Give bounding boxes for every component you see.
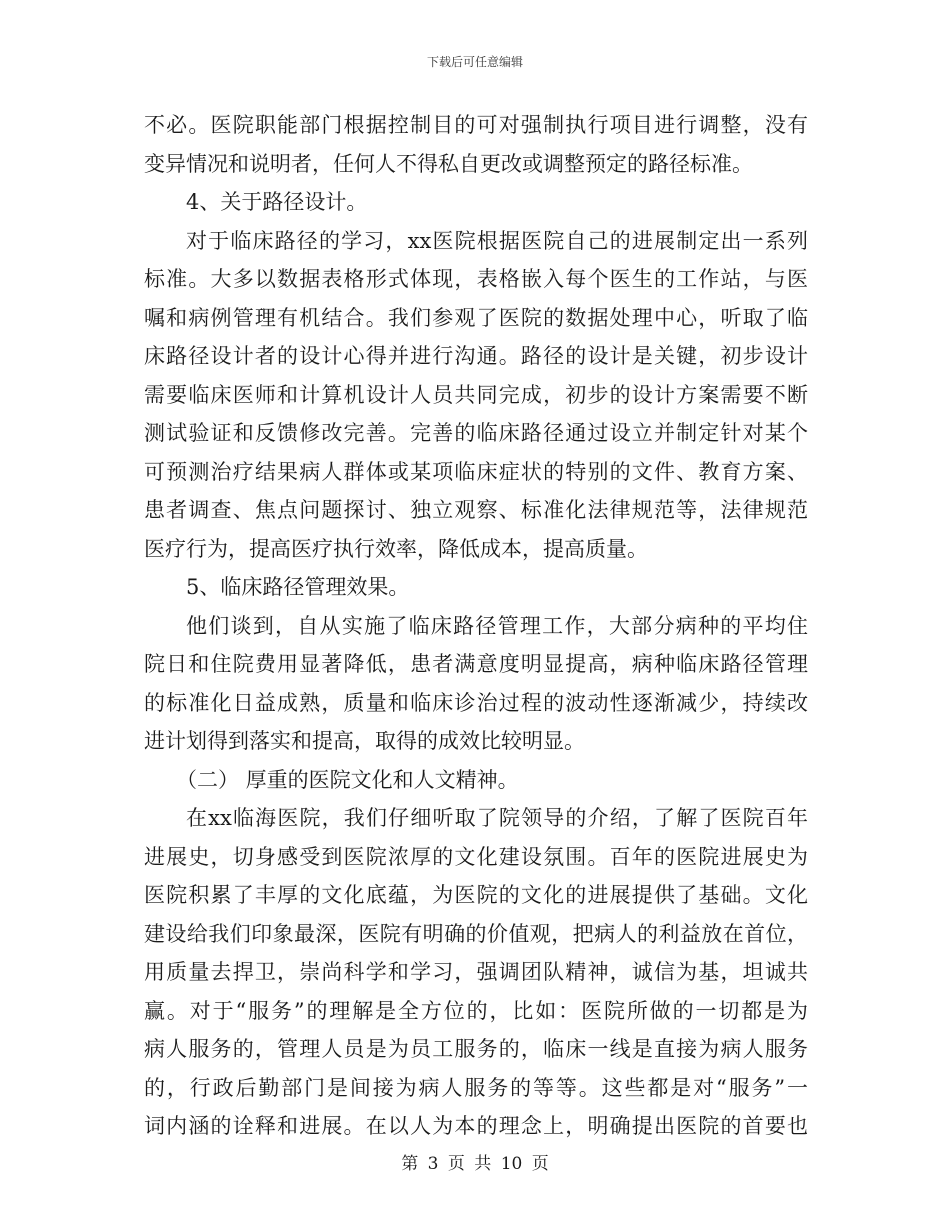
- body-line: 院日和住院费用显著降低，患者满意度明显提高，病种临床路径管理: [144, 652, 808, 676]
- paragraph-first-line: 对于临床路径的学习，xx医院根据医院自己的进展制定出一系列: [186, 228, 808, 253]
- body-line: 医院积累了丰厚的文化底蕴，为医院的文化的进展提供了基础。文化: [144, 883, 808, 907]
- body-line: 变异情况和说明者，任何人不得私自更改或调整预定的路径标准。: [144, 151, 753, 176]
- page-footer: [0, 1153, 950, 1175]
- document-body: [144, 106, 808, 1146]
- body-line: 病人服务的，管理人员是为员工服务的，临床一线是直接为病人服务: [144, 1037, 808, 1061]
- body-line: 标准。大多以数据表格形式体现，表格嵌入每个医生的工作站，与医: [144, 267, 808, 291]
- subsection-heading: （二） 厚重的医院文化和人文精神。: [176, 767, 519, 792]
- body-line: 测试验证和反馈修改完善。完善的临床路径通过设立并制定针对某个: [144, 421, 808, 445]
- page-header: [0, 54, 950, 70]
- body-line: 医疗行为，提高医疗执行效率，降低成本，提高质量。: [144, 536, 648, 561]
- body-line: 进展史，切身感受到医院浓厚的文化建设氛围。百年的医院进展史为: [144, 844, 808, 869]
- header-text: 下载后可任意编辑: [426, 55, 523, 69]
- body-line: 建设给我们印象最深，医院有明确的价值观，把病人的利益放在首位，: [144, 921, 808, 946]
- body-line: 赢。对于“服务”的理解是全方位的，比如：医院所做的一切都是为: [144, 998, 808, 1023]
- body-line: 床路径设计者的设计心得并进行沟通。路径的设计是关键，初步设计: [144, 344, 808, 368]
- page-number-label: 第 3 页 共 10 页: [401, 1154, 549, 1174]
- paragraph-first-line: 他们谈到，自从实施了临床路径管理工作，大部分病种的平均住: [186, 613, 808, 638]
- body-line: 不必。医院职能部门根据控制目的可对强制执行项目进行调整，没有: [144, 113, 808, 137]
- body-line: 进计划得到落实和提高，取得的成效比较明显。: [144, 729, 585, 753]
- section-heading: 4、关于路径设计。: [186, 190, 368, 214]
- section-heading: 5、临床路径管理效果。: [186, 575, 410, 599]
- body-line: 嘱和病例管理有机结合。我们参观了医院的数据处理中心，听取了临: [144, 305, 808, 330]
- body-line: 的标准化日益成熟，质量和临床诊治过程的波动性逐渐减少，持续改: [144, 690, 808, 715]
- body-line: 可预测治疗结果病人群体或某项临床症状的特别的文件、教育方案、: [144, 459, 808, 484]
- body-line: 用质量去捍卫，崇尚科学和学习，强调团队精神，诚信为基，坦诚共: [144, 960, 808, 984]
- body-line: 需要临床医师和计算机设计人员共同完成，初步的设计方案需要不断: [144, 382, 808, 407]
- body-line: 患者调查、焦点问题探讨、独立观察、标准化法律规范等，法律规范: [144, 498, 808, 522]
- body-line: 词内涵的诠释和进展。在以人为本的理念上，明确提出医院的首要也: [144, 1114, 808, 1138]
- paragraph-first-line: 在xx临海医院，我们仔细听取了院领导的介绍，了解了医院百年: [186, 806, 808, 830]
- body-line: 的，行政后勤部门是间接为病人服务的等等。这些都是对“服务”一: [144, 1075, 808, 1100]
